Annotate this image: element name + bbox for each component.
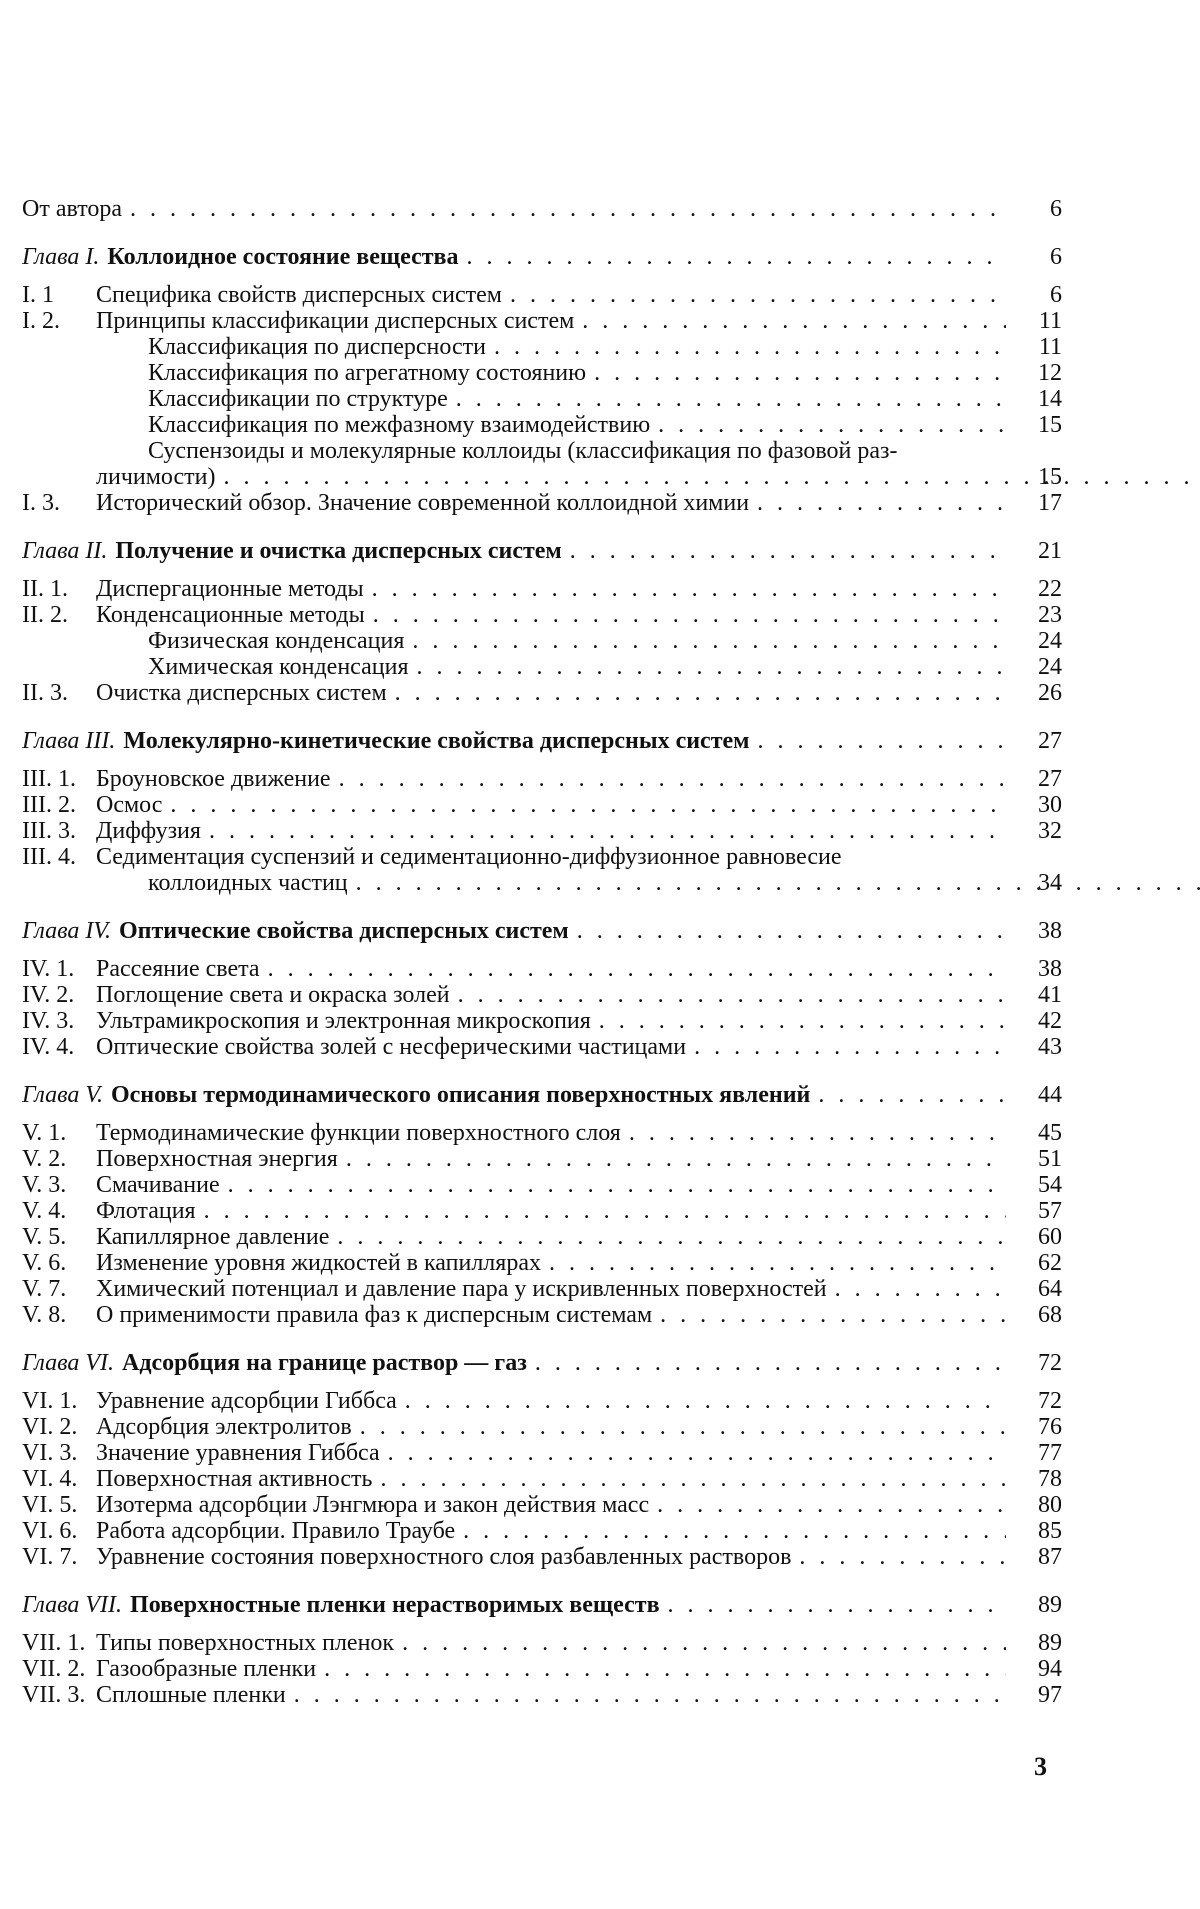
toc-entry bbox=[22, 438, 1062, 464]
chapter-page: 38 bbox=[1038, 918, 1062, 944]
toc-entry-page: 64 bbox=[1038, 1276, 1062, 1302]
toc-entry-page: 85 bbox=[1038, 1518, 1062, 1544]
leader-dots bbox=[686, 1034, 1006, 1060]
section-number: II. 3. bbox=[22, 680, 68, 706]
toc-entry-title: Классификация по межфазному взаимодействию bbox=[148, 412, 651, 438]
toc-entry-title-continued: личимости) bbox=[96, 464, 216, 490]
toc-entry bbox=[22, 1492, 1062, 1518]
leader-dots bbox=[394, 1630, 1006, 1656]
toc-entry-title: Очистка дисперсных систем bbox=[96, 680, 387, 706]
section-number: I. 1 bbox=[22, 282, 54, 308]
leader-dots bbox=[621, 1120, 1006, 1146]
leader-dots bbox=[749, 728, 1006, 754]
toc-entry-page: 60 bbox=[1038, 1224, 1062, 1250]
page-number: 3 bbox=[1034, 1752, 1047, 1781]
toc-entry bbox=[22, 1008, 1062, 1034]
toc-entry-title: Исторический обзор. Значение современной коллоидной химии bbox=[96, 490, 750, 516]
toc-entry-title: Уравнение состояния поверхностного слоя разбавленных растворов bbox=[96, 1544, 792, 1570]
leader-dots bbox=[387, 680, 1006, 706]
toc-entry-title: Адсорбция электролитов bbox=[96, 1414, 352, 1440]
toc-entry bbox=[22, 792, 1062, 818]
table-of-contents bbox=[22, 196, 1062, 1708]
toc-entry bbox=[22, 1120, 1062, 1146]
toc-entry bbox=[22, 386, 1062, 412]
section-number: IV. 4. bbox=[22, 1034, 75, 1060]
toc-entry bbox=[22, 1630, 1062, 1656]
toc-entry-title: Броуновское движение bbox=[96, 766, 331, 792]
section-number: VII. 1. bbox=[22, 1630, 86, 1656]
leader-dots bbox=[502, 282, 1006, 308]
leader-dots bbox=[331, 766, 1006, 792]
toc-entry-title: Диспергационные методы bbox=[96, 576, 364, 602]
toc-entry-page: 24 bbox=[1038, 628, 1062, 654]
leader-dots bbox=[404, 628, 1006, 654]
section-number: III. 2. bbox=[22, 792, 76, 818]
toc-entry-title: Диффузия bbox=[96, 818, 201, 844]
toc-entry-title: Принципы классификации дисперсных систем bbox=[96, 308, 575, 334]
toc-entry-page: 22 bbox=[1038, 576, 1062, 602]
toc-entry-continuation bbox=[22, 870, 1062, 896]
toc-entry-title: Капиллярное давление bbox=[96, 1224, 330, 1250]
leader-dots bbox=[316, 1656, 1006, 1682]
section-number: VI. 4. bbox=[22, 1466, 78, 1492]
chapters-list bbox=[22, 244, 1062, 1708]
toc-entry-page: 12 bbox=[1038, 360, 1062, 386]
section-number: V. 8. bbox=[22, 1302, 67, 1328]
toc-entry bbox=[22, 1172, 1062, 1198]
toc-entry-title: Ультрамикроскопия и электронная микроскопия bbox=[96, 1008, 591, 1034]
section-number: I. 3. bbox=[22, 490, 60, 516]
leader-dots bbox=[810, 1082, 1006, 1108]
section-number: V. 1. bbox=[22, 1120, 67, 1146]
section-number: III. 3. bbox=[22, 818, 76, 844]
toc-entry bbox=[22, 818, 1062, 844]
toc-entry-page: 97 bbox=[1038, 1682, 1062, 1708]
toc-entry bbox=[22, 602, 1062, 628]
toc-entry-page: 15 bbox=[1038, 464, 1062, 490]
toc-entry-title: О применимости правила фаз к дисперсным системам bbox=[96, 1302, 653, 1328]
toc-entry-page: 62 bbox=[1038, 1250, 1062, 1276]
toc-entry bbox=[22, 334, 1062, 360]
toc-entry bbox=[22, 1518, 1062, 1544]
toc-entry-page: 24 bbox=[1038, 654, 1062, 680]
chapter-title: Поверхностные пленки нерастворимых веществ bbox=[130, 1592, 660, 1618]
leader-dots bbox=[260, 956, 1006, 982]
toc-entry-title: Оптические свойства золей с несферическими частицами bbox=[96, 1034, 687, 1060]
toc-entry bbox=[22, 654, 1062, 680]
toc-entry-page: 43 bbox=[1038, 1034, 1062, 1060]
toc-preface bbox=[22, 196, 1062, 222]
toc-entry bbox=[22, 1388, 1062, 1414]
toc-entry-page: 6 bbox=[1050, 196, 1062, 222]
toc-entry-page: 11 bbox=[1038, 308, 1062, 334]
toc-entry bbox=[22, 1302, 1062, 1328]
toc-entry-title: Сплошные пленки bbox=[96, 1682, 286, 1708]
chapter-heading bbox=[22, 1350, 1062, 1376]
toc-entry-page: 17 bbox=[1038, 490, 1062, 516]
toc-entry-page: 30 bbox=[1038, 792, 1062, 818]
leader-dots bbox=[569, 918, 1006, 944]
toc-entry-title: Смачивание bbox=[96, 1172, 220, 1198]
toc-entry bbox=[22, 282, 1062, 308]
toc-entry-title: Седиментация суспензий и седиментационно-диффузионное равновесие bbox=[96, 844, 842, 870]
toc-entry-page: 51 bbox=[1038, 1146, 1062, 1172]
chapter-heading bbox=[22, 728, 1062, 754]
section-number: IV. 2. bbox=[22, 982, 75, 1008]
section-number: V. 2. bbox=[22, 1146, 67, 1172]
leader-dots bbox=[448, 386, 1006, 412]
toc-entry bbox=[22, 1414, 1062, 1440]
toc-entry-page: 26 bbox=[1038, 680, 1062, 706]
toc-entry-title: Специфика свойств дисперсных систем bbox=[96, 282, 502, 308]
toc-entry bbox=[22, 1146, 1062, 1172]
toc-entry-title: Классификация по агрегатному состоянию bbox=[148, 360, 587, 386]
toc-entry-title: Флотация bbox=[96, 1198, 196, 1224]
toc-entry-page: 14 bbox=[1038, 386, 1062, 412]
toc-entry bbox=[22, 1440, 1062, 1466]
leader-dots bbox=[380, 1440, 1006, 1466]
toc-entry bbox=[22, 1276, 1062, 1302]
chapter-heading bbox=[22, 918, 1062, 944]
leader-dots bbox=[455, 1518, 1006, 1544]
toc-entry-title: Газообразные пленки bbox=[96, 1656, 317, 1682]
chapter-label: Глава III. bbox=[22, 728, 116, 754]
toc-entry bbox=[22, 1656, 1062, 1682]
toc-entry bbox=[22, 1466, 1062, 1492]
toc-entry bbox=[22, 982, 1062, 1008]
leader-dots bbox=[527, 1350, 1006, 1376]
leader-dots bbox=[649, 1492, 1006, 1518]
section-number: VI. 7. bbox=[22, 1544, 78, 1570]
leader-dots bbox=[749, 490, 1006, 516]
section-number: I. 2. bbox=[22, 308, 60, 334]
leader-dots bbox=[364, 576, 1006, 602]
toc-entry-page: 41 bbox=[1038, 982, 1062, 1008]
toc-entry bbox=[22, 308, 1062, 334]
leader-dots bbox=[397, 1388, 1006, 1414]
section-number: VII. 2. bbox=[22, 1656, 86, 1682]
chapter-page: 44 bbox=[1038, 1082, 1062, 1108]
chapter-heading bbox=[22, 538, 1062, 564]
toc-entry-page: 94 bbox=[1038, 1656, 1062, 1682]
section-number: VI. 2. bbox=[22, 1414, 78, 1440]
leader-dots bbox=[486, 334, 1006, 360]
toc-entry-title: Химическая конденсация bbox=[148, 654, 409, 680]
toc-entry bbox=[22, 1682, 1062, 1708]
section-number: V. 5. bbox=[22, 1224, 67, 1250]
chapter-page: 89 bbox=[1038, 1592, 1062, 1618]
toc-entry-title: Поглощение света и окраска золей bbox=[96, 982, 450, 1008]
toc-entry-page: 27 bbox=[1038, 766, 1062, 792]
leader-dots bbox=[574, 308, 1006, 334]
section-number: VI. 5. bbox=[22, 1492, 78, 1518]
toc-entry-title: От автора bbox=[22, 196, 123, 222]
toc-entry-page: 23 bbox=[1038, 602, 1062, 628]
section-number: V. 6. bbox=[22, 1250, 67, 1276]
leader-dots bbox=[329, 1224, 1006, 1250]
toc-entry-page: 34 bbox=[1038, 870, 1062, 896]
toc-entry-title: Физическая конденсация bbox=[148, 628, 405, 654]
toc-entry-page: 72 bbox=[1038, 1388, 1062, 1414]
leader-dots bbox=[352, 1414, 1006, 1440]
leader-dots bbox=[650, 412, 1006, 438]
toc-entry bbox=[22, 1544, 1062, 1570]
chapter-label: Глава V. bbox=[22, 1082, 103, 1108]
toc-entry-page: 80 bbox=[1038, 1492, 1062, 1518]
toc-entry-page: 89 bbox=[1038, 1630, 1062, 1656]
chapter-page: 21 bbox=[1038, 538, 1062, 564]
toc-entry-page: 77 bbox=[1038, 1440, 1062, 1466]
leader-dots bbox=[408, 654, 1006, 680]
leader-dots bbox=[348, 870, 1200, 896]
section-number: II. 2. bbox=[22, 602, 68, 628]
toc-entry-title: Классификация по дисперсности bbox=[148, 334, 486, 360]
leader-dots bbox=[459, 244, 1007, 270]
chapter-label: Глава IV. bbox=[22, 918, 111, 944]
toc-entry bbox=[22, 490, 1062, 516]
chapter-heading bbox=[22, 1082, 1062, 1108]
chapter-title: Коллоидное состояние вещества bbox=[107, 244, 459, 270]
toc-entry bbox=[22, 412, 1062, 438]
chapter-heading bbox=[22, 244, 1062, 270]
section-number: VI. 3. bbox=[22, 1440, 78, 1466]
section-number: IV. 1. bbox=[22, 956, 75, 982]
leader-dots bbox=[122, 196, 1006, 222]
chapter-label: Глава II. bbox=[22, 538, 108, 564]
toc-entry-title: Работа адсорбции. Правило Траубе bbox=[96, 1518, 456, 1544]
toc-entry bbox=[22, 1250, 1062, 1276]
section-number: II. 1. bbox=[22, 576, 68, 602]
toc-entry-page: 68 bbox=[1038, 1302, 1062, 1328]
chapter-label: Глава I. bbox=[22, 244, 100, 270]
toc-entry-title: Суспензоиды и молекулярные коллоиды (классификация по фазовой раз- bbox=[148, 438, 898, 464]
toc-entry-page: 15 bbox=[1038, 412, 1062, 438]
section-number: III. 4. bbox=[22, 844, 76, 870]
leader-dots bbox=[450, 982, 1006, 1008]
chapter-page: 27 bbox=[1038, 728, 1062, 754]
chapter-page: 72 bbox=[1038, 1350, 1062, 1376]
section-number: IV. 3. bbox=[22, 1008, 75, 1034]
toc-entry-title: Классификации по структуре bbox=[148, 386, 448, 412]
chapter-title: Адсорбция на границе раствор — газ bbox=[122, 1350, 527, 1376]
section-number: V. 7. bbox=[22, 1276, 67, 1302]
toc-entry-title: Химический потенциал и давление пара у искривленных поверхностей bbox=[96, 1276, 827, 1302]
toc-entry bbox=[22, 1198, 1062, 1224]
toc-entry-title: Изменение уровня жидкостей в капиллярах bbox=[96, 1250, 541, 1276]
chapter-heading bbox=[22, 1592, 1062, 1618]
leader-dots bbox=[541, 1250, 1006, 1276]
toc-entry bbox=[22, 956, 1062, 982]
toc-entry-title: Осмос bbox=[96, 792, 163, 818]
toc-entry-title: Рассеяние света bbox=[96, 956, 260, 982]
toc-entry-page: 11 bbox=[1038, 334, 1062, 360]
toc-entry-title: Уравнение адсорбции Гиббса bbox=[96, 1388, 397, 1414]
chapter-label: Глава VII. bbox=[22, 1592, 123, 1618]
toc-entry-title: Конденсационные методы bbox=[96, 602, 365, 628]
section-number: V. 4. bbox=[22, 1198, 67, 1224]
toc-entry-title: Значение уравнения Гиббса bbox=[96, 1440, 380, 1466]
leader-dots bbox=[220, 1172, 1006, 1198]
leader-dots bbox=[652, 1302, 1006, 1328]
leader-dots bbox=[372, 1466, 1006, 1492]
leader-dots bbox=[365, 602, 1006, 628]
leader-dots bbox=[586, 360, 1006, 386]
toc-entry bbox=[22, 576, 1062, 602]
toc-entry-title: Изотерма адсорбции Лэнгмюра и закон действия масс bbox=[96, 1492, 650, 1518]
toc-entry-page: 57 bbox=[1038, 1198, 1062, 1224]
chapter-title: Молекулярно-кинетические свойства дисперсных систем bbox=[123, 728, 750, 754]
section-number: VII. 3. bbox=[22, 1682, 86, 1708]
toc-entry-page: 54 bbox=[1038, 1172, 1062, 1198]
chapter-title: Получение и очистка дисперсных систем bbox=[115, 538, 562, 564]
toc-entry-title: Поверхностная активность bbox=[96, 1466, 373, 1492]
toc-entry-page: 32 bbox=[1038, 818, 1062, 844]
toc-entry-title-continued: коллоидных частиц bbox=[148, 870, 348, 896]
toc-entry-page: 78 bbox=[1038, 1466, 1062, 1492]
toc-entry bbox=[22, 628, 1062, 654]
leader-dots bbox=[286, 1682, 1006, 1708]
chapter-page: 6 bbox=[1050, 244, 1062, 270]
toc-entry bbox=[22, 1034, 1062, 1060]
toc-entry-page: 45 bbox=[1038, 1120, 1062, 1146]
toc-entry bbox=[22, 680, 1062, 706]
toc-entry-page: 38 bbox=[1038, 956, 1062, 982]
toc-entry-page: 42 bbox=[1038, 1008, 1062, 1034]
toc-entry bbox=[22, 360, 1062, 386]
leader-dots bbox=[660, 1592, 1006, 1618]
toc-entry-page: 76 bbox=[1038, 1414, 1062, 1440]
toc-entry-page: 87 bbox=[1038, 1544, 1062, 1570]
leader-dots bbox=[162, 792, 1006, 818]
leader-dots bbox=[827, 1276, 1006, 1302]
toc-entry-page: 6 bbox=[1050, 282, 1062, 308]
leader-dots bbox=[562, 538, 1006, 564]
section-number: VI. 6. bbox=[22, 1518, 78, 1544]
leader-dots bbox=[201, 818, 1006, 844]
leader-dots bbox=[591, 1008, 1006, 1034]
toc-entry bbox=[22, 1224, 1062, 1250]
chapter-label: Глава VI. bbox=[22, 1350, 115, 1376]
section-number: III. 1. bbox=[22, 766, 76, 792]
chapter-title: Оптические свойства дисперсных систем bbox=[118, 918, 569, 944]
section-number: V. 3. bbox=[22, 1172, 67, 1198]
chapter-title: Основы термодинамического описания поверхностных явлений bbox=[110, 1082, 811, 1108]
toc-entry-title: Термодинамические функции поверхностного слоя bbox=[96, 1120, 621, 1146]
toc-entry-title: Поверхностная энергия bbox=[96, 1146, 338, 1172]
toc-entry-title: Типы поверхностных пленок bbox=[96, 1630, 395, 1656]
toc-entry-continuation bbox=[22, 464, 1062, 490]
toc-entry bbox=[22, 766, 1062, 792]
section-number: VI. 1. bbox=[22, 1388, 78, 1414]
toc-entry bbox=[22, 844, 1062, 870]
leader-dots bbox=[791, 1544, 1006, 1570]
leader-dots bbox=[338, 1146, 1006, 1172]
leader-dots bbox=[196, 1198, 1006, 1224]
